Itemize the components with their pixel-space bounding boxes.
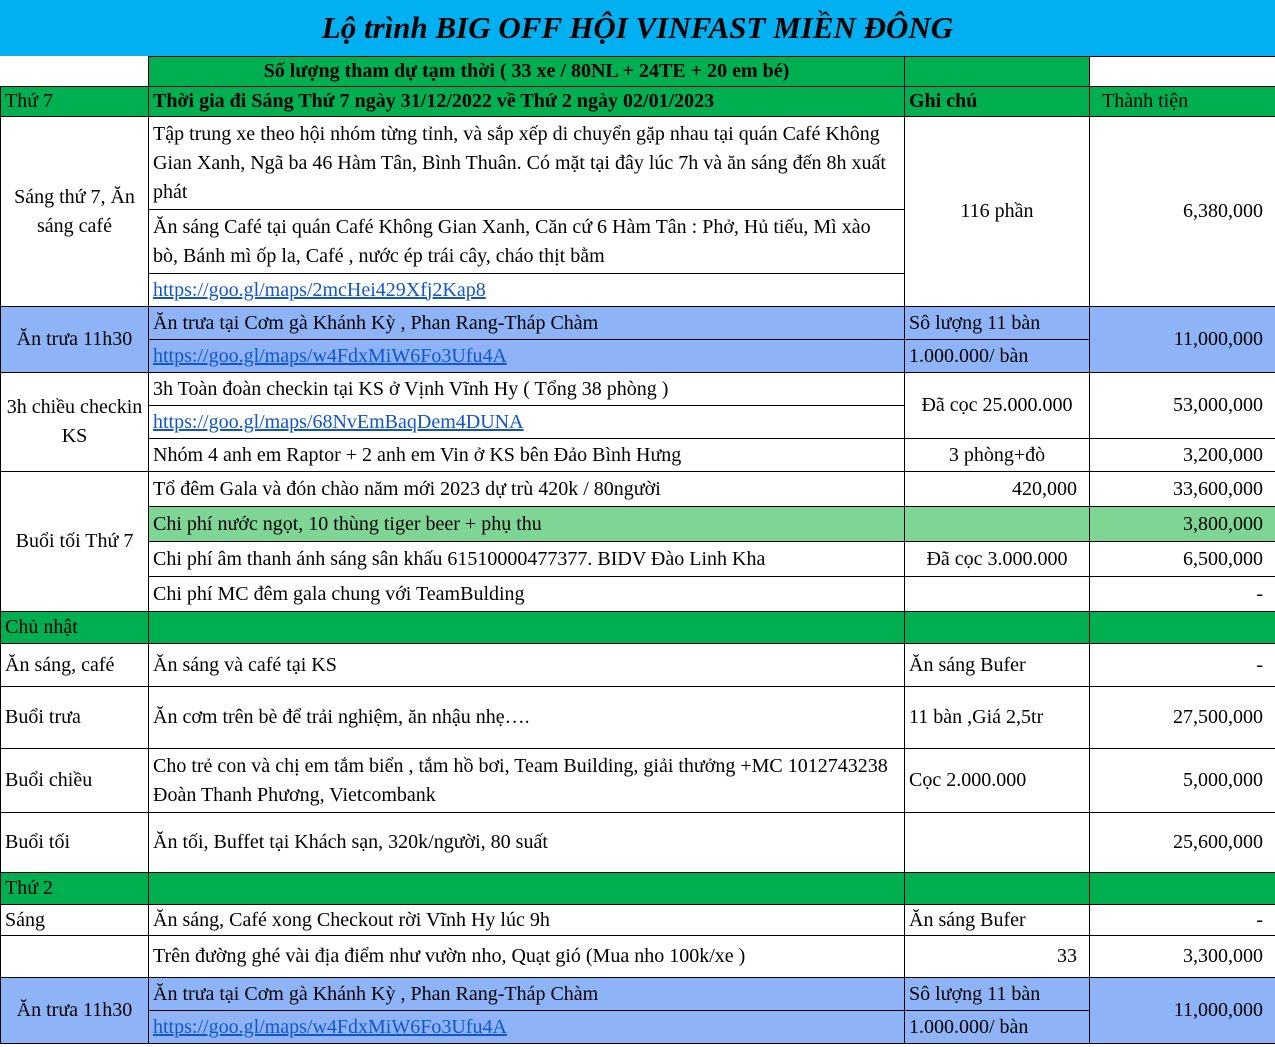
note-cell: Đã cọc 3.000.000 xyxy=(905,542,1090,577)
header-row xyxy=(1,87,1275,117)
table-row xyxy=(1,749,1275,813)
amount-cell: 33,600,000 xyxy=(1090,472,1275,507)
session-label: Ăn trưa 11h30 xyxy=(1,307,149,373)
note-cell: 11 bàn ,Giá 2,5tr xyxy=(905,687,1090,749)
session-label: Sáng thứ 7, Ăn sáng café xyxy=(1,117,149,307)
map-link-text[interactable]: https://goo.gl/maps/68NvEmBaqDem4DUNA xyxy=(153,410,524,433)
note-cell: 420,000 xyxy=(905,472,1090,507)
amount-cell: 53,000,000 xyxy=(1090,373,1275,439)
map-link-text[interactable]: https://goo.gl/maps/2mcHei429Xfj2Kap8 xyxy=(153,278,486,301)
attendance-row xyxy=(1,57,1275,87)
description-cell: Tập trung xe theo hội nhóm từng tỉnh, và sắp xếp di chuyển gặp nhau tại quán Café Không Gian Xanh, Ngã ba 46 Hàm Tân, Bình Thuân. Có mặt tại đây lúc 7h và ăn sáng đến 8h xuất phát xyxy=(149,117,905,210)
description-cell: Chi phí MC đêm gala chung với TeamBulding xyxy=(149,577,905,612)
amount-cell: 3,800,000 xyxy=(1090,507,1275,542)
note-cell xyxy=(905,813,1090,873)
table-row xyxy=(1,507,1275,542)
note-cell xyxy=(905,507,1090,542)
empty-cell xyxy=(1,936,149,978)
amount-cell: 25,600,000 xyxy=(1090,813,1275,873)
note-cell: Ăn sáng Bufer xyxy=(905,644,1090,687)
note-cell: 1.000.000/ bàn xyxy=(905,340,1090,373)
empty-cell xyxy=(905,873,1090,905)
time-range-cell: Thời gia đi Sáng Thứ 7 ngày 31/12/2022 về Thứ 2 ngày 02/01/2023 xyxy=(149,87,905,117)
session-label: 3h chiều checkin KS xyxy=(1,373,149,472)
description-cell: Tổ đêm Gala và đón chào năm mới 2023 dự trù 420k / 80người xyxy=(149,472,905,507)
amount-cell: 6,380,000 xyxy=(1090,117,1275,307)
session-label: Ăn sáng, café xyxy=(1,644,149,687)
description-cell: Ăn sáng và café tại KS xyxy=(149,644,905,687)
description-cell: Ăn sáng, Café xong Checkout rời Vĩnh Hy lúc 9h xyxy=(149,905,905,936)
amount-cell: 27,500,000 xyxy=(1090,687,1275,749)
day-label-sunday: Chủ nhật xyxy=(1,612,149,644)
table-row xyxy=(1,644,1275,687)
note-cell: Đã cọc 25.000.000 xyxy=(905,373,1090,439)
table-row xyxy=(1,978,1275,1011)
amount-cell: 6,500,000 xyxy=(1090,542,1275,577)
amount-cell: 11,000,000 xyxy=(1090,307,1275,373)
description-cell: Cho trẻ con và chị em tắm biển , tắm hồ bơi, Team Building, giải thưởng +MC 1012743238 Đoàn Thanh Phương, Vietcombank xyxy=(149,749,905,813)
table-row xyxy=(1,439,1275,472)
table-row xyxy=(1,117,1275,210)
note-cell: Cọc 2.000.000 xyxy=(905,749,1090,813)
map-link-text[interactable]: https://goo.gl/maps/w4FdxMiW6Fo3Ufu4A xyxy=(153,1015,507,1038)
amount-cell: - xyxy=(1090,577,1275,612)
table-row xyxy=(1,813,1275,873)
session-label: Buổi tối xyxy=(1,813,149,873)
description-cell: Ăn sáng Café tại quán Café Không Gian Xanh, Căn cứ 6 Hàm Tân : Phở, Hủ tiếu, Mì xào bò, Bánh mì ốp la, Café , nước ép trái cây, cháo thịt bằm xyxy=(149,210,905,274)
page-title: Lộ trình BIG OFF HỘI VINFAST MIỀN ĐÔNG xyxy=(0,0,1275,56)
description-cell: Chi phí âm thanh ánh sáng sân khấu 61510000477377. BIDV Đào Linh Kha xyxy=(149,542,905,577)
amount-cell: 3,300,000 xyxy=(1090,936,1275,978)
map-link[interactable] xyxy=(149,274,905,307)
amount-column-header: Thành tiện xyxy=(1090,87,1275,117)
table-row xyxy=(1,373,1275,406)
description-cell: Ăn trưa tại Cơm gà Khánh Kỳ , Phan Rang-Tháp Chàm xyxy=(149,307,905,340)
empty-cell xyxy=(1090,57,1275,87)
attendance-cell: Số lượng tham dự tạm thời ( 33 xe / 80NL + 24TE + 20 em bé) xyxy=(149,57,905,87)
note-cell: Sô lượng 11 bàn xyxy=(905,307,1090,340)
note-cell: 3 phòng+đò xyxy=(905,439,1090,472)
note-cell: 116 phần xyxy=(905,117,1090,307)
table-row xyxy=(1,936,1275,978)
table-row xyxy=(1,340,1275,373)
session-label: Ăn trưa 11h30 xyxy=(1,978,149,1044)
table-row xyxy=(1,577,1275,612)
map-link[interactable] xyxy=(149,340,905,373)
description-cell: Nhóm 4 anh em Raptor + 2 anh em Vin ở KS bên Đảo Bình Hưng xyxy=(149,439,905,472)
table-row xyxy=(1,472,1275,507)
map-link-text[interactable]: https://goo.gl/maps/w4FdxMiW6Fo3Ufu4A xyxy=(153,344,507,367)
description-cell: 3h Toàn đoàn checkin tại KS ở Vịnh Vĩnh Hy ( Tổng 38 phòng ) xyxy=(149,373,905,406)
amount-cell: - xyxy=(1090,905,1275,936)
day-label-saturday: Thứ 7 xyxy=(1,87,149,117)
description-cell: Chi phí nước ngọt, 10 thùng tiger beer + phụ thu xyxy=(149,507,905,542)
day-label-monday: Thứ 2 xyxy=(1,873,149,905)
session-label: Sáng xyxy=(1,905,149,936)
map-link[interactable] xyxy=(149,406,905,439)
empty-cell xyxy=(1090,873,1275,905)
description-cell: Ăn tối, Buffet tại Khách sạn, 320k/người, 80 suất xyxy=(149,813,905,873)
note-column-header: Ghi chú xyxy=(905,87,1090,117)
table-row xyxy=(1,307,1275,340)
day-header-row xyxy=(1,612,1275,644)
empty-cell xyxy=(1,57,149,87)
description-cell: Ăn trưa tại Cơm gà Khánh Kỳ , Phan Rang-Tháp Chàm xyxy=(149,978,905,1011)
description-cell: Trên đường ghé vài địa điểm như vườn nho, Quạt gió (Mua nho 100k/xe ) xyxy=(149,936,905,978)
note-cell: Sô lượng 11 bàn xyxy=(905,978,1090,1011)
description-cell: Ăn cơm trên bè để trải nghiệm, ăn nhậu nhẹ…. xyxy=(149,687,905,749)
session-label: Buổi trưa xyxy=(1,687,149,749)
note-cell: Ăn sáng Bufer xyxy=(905,905,1090,936)
map-link[interactable] xyxy=(149,1011,905,1044)
session-label: Buổi tối Thứ 7 xyxy=(1,472,149,612)
table-row xyxy=(1,1011,1275,1044)
amount-cell: 5,000,000 xyxy=(1090,749,1275,813)
amount-cell: 3,200,000 xyxy=(1090,439,1275,472)
empty-cell xyxy=(149,873,905,905)
empty-cell xyxy=(905,612,1090,644)
day-header-row xyxy=(1,873,1275,905)
empty-cell xyxy=(1090,612,1275,644)
table-row xyxy=(1,905,1275,936)
session-label: Buổi chiều xyxy=(1,749,149,813)
table-row xyxy=(1,542,1275,577)
itinerary-table xyxy=(0,56,1275,1044)
note-cell: 33 xyxy=(905,936,1090,978)
note-cell xyxy=(905,577,1090,612)
empty-cell xyxy=(905,57,1090,87)
table-row xyxy=(1,687,1275,749)
empty-cell xyxy=(149,612,905,644)
amount-cell: - xyxy=(1090,644,1275,687)
amount-cell: 11,000,000 xyxy=(1090,978,1275,1044)
note-cell: 1.000.000/ bàn xyxy=(905,1011,1090,1044)
